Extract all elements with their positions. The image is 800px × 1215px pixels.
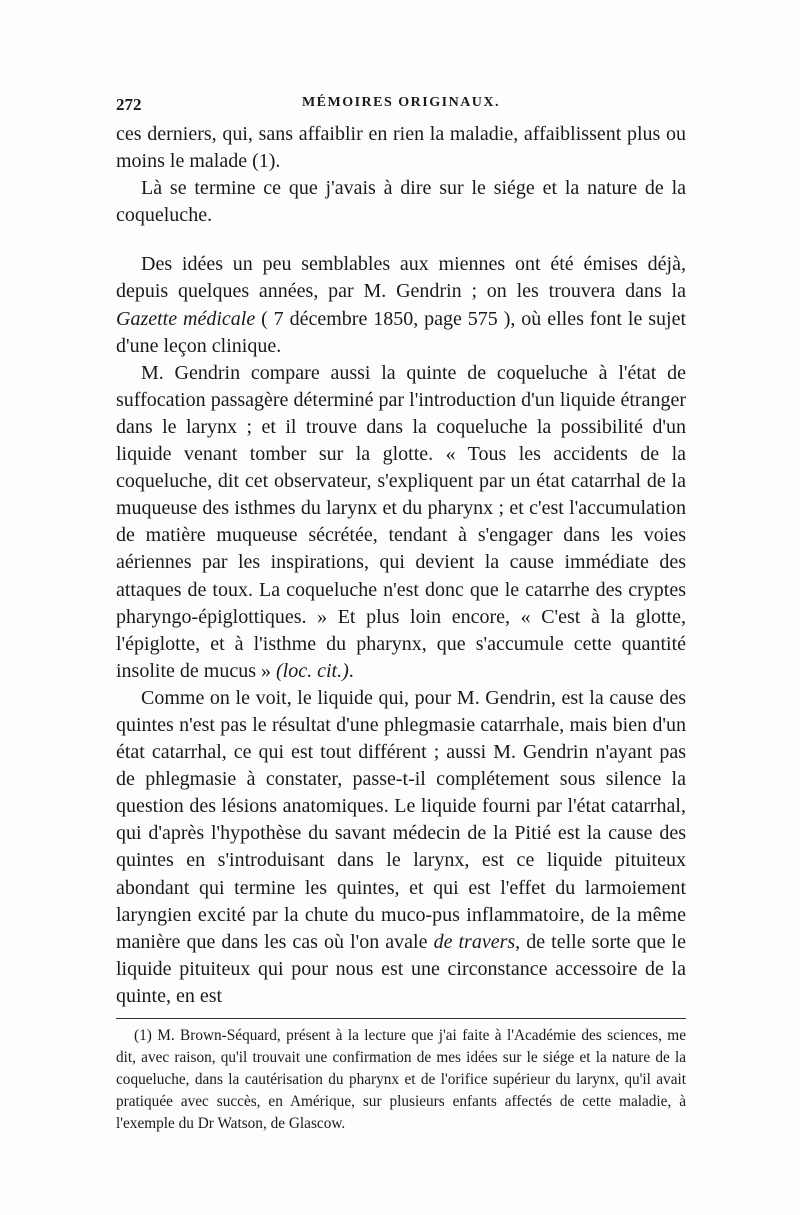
text-segment: M. Gendrin compare aussi la quinte de coqueluche à l'état de suffocation passagère déterminé par l'introduction d'un liquide étranger dans le larynx ; et il trouve dans la coqueluche la possibilité d'un liquide venant tomber sur la glotte. « Tous les accidents de la coqueluche, dit cet observateur, s'expliquent par un état catarrhal de la muqueuse des isthmes du larynx et du pharynx ; et c'est l'accumulation de matière muqueuse sécrétée, tendant à s'engager dans les voies aériennes par les inspirations, qui devient la cause immédiate des attaques de toux. La coqueluche n'est donc que le catarrhe des cryptes pharyngo-épiglottiques. » Et plus loin encore, « C'est à la glotte, l'épiglotte, et à l'isthme du pharynx, que s'accumule cette quantité insolite de mucus » <box>116 361 686 682</box>
paragraph <box>116 251 686 359</box>
text-segment: ( 7 décembre 1850, page 575 ), où elles font le sujet d'une leçon clinique. <box>116 307 687 357</box>
paragraph <box>116 360 686 685</box>
text-segment: Comme on le voit, le liquide qui, pour M. Gendrin, est la cause des quintes n'est pas le résultat d'une phlegmasie catarrhale, mais bien d'un état catarrhal, ce qui est tout différent ; aussi M. Gendrin n'ayant pas de phlegmasie à constater, passe-t-il complétement sous silence la question des lésions anatomiques. Le liquide fourni par l'état catarrhal, qui d'après l'hypothèse du savant médecin de la Pitié est la cause des quintes en s'introduisant dans le larynx, est ce liquide pituiteux abondant qui termine les quintes, et qui est l'effet du larmoiement laryngien excité par la chute du muco-pus inflammatoire, de la même manière que dans les cas où l'on avale <box>116 686 686 953</box>
text-segment: Des idées un peu semblables aux miennes ont été émises déjà, depuis quelques années, par M. Gendrin ; on les trouvera dans la <box>116 253 686 303</box>
footnote: (1) M. Brown-Séquard, présent à la lecture que j'ai faite à l'Académie des sciences, me dit, avec raison, qu'il trouvait une confirmation de mes idées sur le siége et la nature de la coqueluche, dans la cautérisation du pharynx et de l'orifice supérieur du larynx, qu'il avait pratiquée avec succès, en Amérique, sur plusieurs enfants affectés de cette maladie, à l'exemple du Dr Watson, de Glascow. <box>116 1027 686 1132</box>
paragraph-continuation <box>116 121 686 175</box>
page-header <box>116 95 686 121</box>
journal-title: Gazette médicale <box>116 307 256 330</box>
paragraph <box>116 685 686 1010</box>
text-segment: ces derniers, qui, sans affaiblir en rien la maladie, affaiblissent plus ou moins le malade (1). <box>116 123 686 173</box>
page-number: 272 <box>116 95 142 114</box>
text-segment: Là se termine ce que j'avais à dire sur le siége et la nature de la coqueluche. <box>116 177 686 227</box>
running-title: MÉMOIRES ORIGINAUX. <box>301 95 501 110</box>
footnote-divider <box>116 1018 686 1019</box>
paragraph <box>116 175 686 229</box>
italic-phrase: de travers <box>433 930 516 953</box>
citation: (loc. cit.) <box>275 659 349 682</box>
text-segment: . <box>348 659 354 682</box>
body-text <box>116 121 686 1010</box>
text-segment: , de telle sorte que le liquide pituiteux qui pour nous est une circonstance accessoire de la quinte, en est <box>116 930 686 1007</box>
book-page <box>116 95 686 1135</box>
